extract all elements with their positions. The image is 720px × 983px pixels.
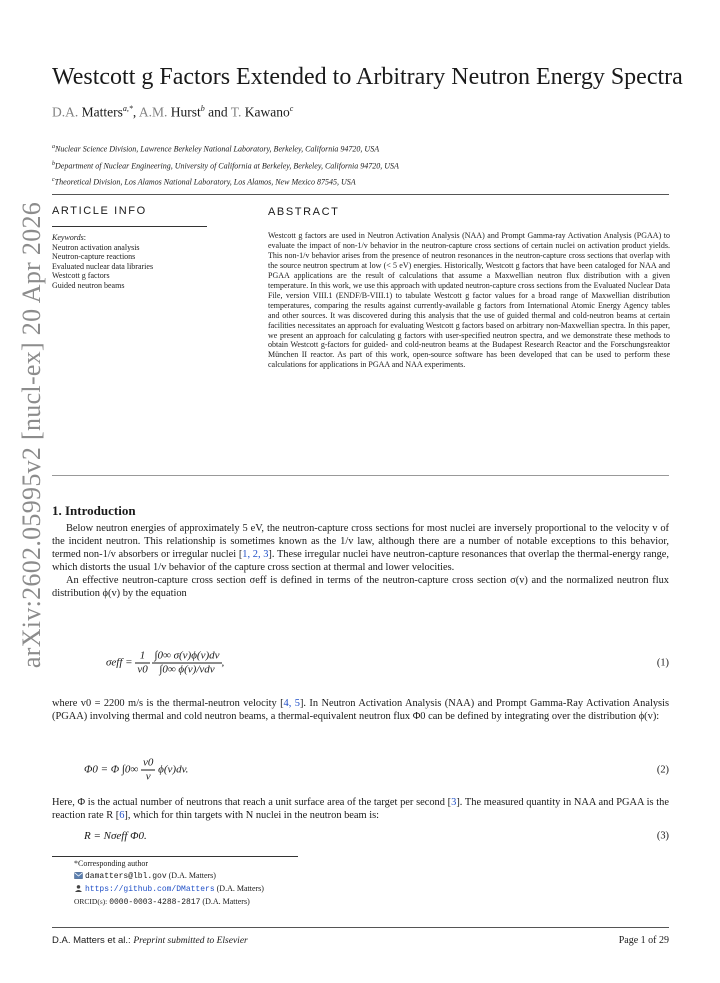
- intro-paragraph-4: Here, Φ is the actual number of neutrons that reach a unit surface area of the target per second [3]. The measured quantity in NAA and PGAA is the reaction rate R [6], which for thin targets with N nuclei in the neutron beam is:: [52, 797, 669, 821]
- author-3-initials: T.: [230, 104, 242, 120]
- affiliation-b: $^b$Department of Nuclear Engineering, University of California at Berkeley, Berkeley, California 94720, USA: [52, 160, 399, 171]
- keyword-item: Guided neutron beams: [52, 280, 125, 290]
- citation-link[interactable]: 3: [451, 797, 457, 808]
- header-divider: [52, 194, 669, 195]
- equation-1: σeff = $\frac{1}{v0}$ $\frac{\int 0\infty \sigma(v)\phi(v)dv}{\text{∫0∞ ϕ(v)/vdv}}$ , (1): [106, 649, 669, 676]
- equation-2-number: (2): [656, 764, 669, 776]
- arxiv-side-stamp: arXiv:2602.05995v2 [nucl-ex] 20 Apr 2026: [17, 201, 46, 669]
- user-icon: [74, 885, 83, 892]
- intro-paragraph-1: Below neutron energies of approximately 5 eV, the neutron-capture cross sections for most nuclei are inversely proportional to the velocity v of the incident neutron. This relationship is sometimes known as the 1/v law, although there are a number of notable exceptions to this behavior, termed non-1/v absorbers or irregular nuclei [1, 2, 3]. These irregular nuclei have neutron-capture resonances that overlap the thermal-energy range, which distorts the usual 1/v behavior of the capture cross section at thermal and lower velocities.: [52, 523, 669, 573]
- intro-paragraph-4-block: [52, 796, 669, 822]
- footer-left: D.A. Matters et al.: Preprint submitted to Elsevier: [52, 935, 248, 946]
- abstract-text: Westcott g factors are used in Neutron Activation Analysis (NAA) and Prompt Gamma-ray Activation Analysis (PGAA) to evaluate the impact of non-1/v behavior in the neutron-capture cross sections of certain nuclei on activation product yields. This non-1/v behavior arises from the presence of neutron resonances in the neutron-capture cross sections that overlap with the source neutron spectrum at low (< 5 eV) energies. Historically, Westcott g factors that have been cataloged for NAA and PGAA applications are the result of calculations that assume a Maxwellian neutron flux distribution with a given temperature. In this work, we use this approach with updated neutron-capture cross sections from the Evaluated Nuclear Data File, version VIII.1 (ENDF/B-VIII.1) to tabulate Westcott g factor values for a broad range of Maxwellian distribution temperatures, comparing the results against currently-available g factors from International Atomic Energy Agency tables and other sources. It was discovered during this analysis that the use of guided thermal and cold-neutron beams at certain facilities necessitates an approach for evaluating Westcott g factors based on arbitrary non-Maxwellian spectra. In this paper, we present an approach for calculating g factors with user-specified neutron spectra, and we demonstrate these methods to obtain Westcott g-factors for guided- and cold-neutron beams at the Budapest Research Reactor and the Forschungsreaktor München II reactor. As part of this work, open-source software has been developed that can be used to perform these calculations for applications in PGAA and NAA experiments.: [268, 231, 670, 370]
- page-number: Page 1 of 29: [618, 935, 669, 946]
- url-line: https://github.com/DMatters (D.A. Matters): [74, 883, 264, 896]
- author-2-marks[interactable]: b: [200, 104, 205, 113]
- citation-link[interactable]: 1, 2, 3: [242, 549, 269, 560]
- keywords-block: Keywords: Neutron activation analysis Neutron-capture reactions Evaluated nuclear data libraries Westcott g factors Guided neutron beams: [52, 233, 212, 291]
- intro-paragraph-2: An effective neutron-capture cross section σeff is defined in terms of the neutron-capture cross section σ(v) and the normalized neutron flux distribution ϕ(v) by the equation: [52, 575, 669, 599]
- author-2-surname: Hurst: [170, 104, 201, 120]
- affiliation-c: $^c$Theoretical Division, Los Alamos National Laboratory, Los Alamos, New Mexico 87545, USA: [52, 177, 356, 187]
- intro-paragraph-3-block: [52, 697, 669, 723]
- intro-paragraphs: [52, 522, 669, 600]
- paper-title: Westcott g Factors Extended to Arbitrary Neutron Energy Spectra: [52, 64, 683, 90]
- footer-divider: [52, 927, 669, 928]
- orcid-id[interactable]: 0000-0003-4288-2817: [109, 898, 201, 907]
- keywords-label: Keywords: [52, 233, 84, 242]
- email-link[interactable]: damatters@lbl.gov: [85, 872, 167, 881]
- envelope-icon: [74, 872, 83, 879]
- author-1-surname: Matters: [81, 104, 123, 120]
- keyword-item: Neutron-capture reactions: [52, 252, 136, 262]
- article-info-rule: [52, 226, 207, 227]
- keyword-item: Evaluated nuclear data libraries: [52, 261, 154, 271]
- affiliation-a: $^a$Nuclear Science Division, Lawrence Berkeley National Laboratory, Berkeley, California 94720, USA: [52, 144, 380, 154]
- github-link[interactable]: https://github.com/DMatters: [85, 885, 215, 894]
- equation-1-number: (1): [656, 657, 669, 669]
- author-list: D.A. Matters$^{a,*}$, A.M. Hurst$^b$ and T. Kawano$^c$: [52, 104, 294, 120]
- intro-paragraph-3: where v0 = 2200 m/s is the thermal-neutron velocity [4, 5]. In Neutron Activation Analysis (NAA) and Prompt Gamma-Ray Activation Analysis (PGAA) involving thermal and cold neutron beams, a thermal-equivalent neutron flux Φ0 can be defined by integrating over the distribution ϕ(v):: [52, 698, 669, 722]
- citation-link[interactable]: 6: [119, 810, 125, 821]
- author-1-marks[interactable]: a,*: [122, 104, 133, 113]
- keyword-item: Neutron activation analysis: [52, 242, 140, 252]
- author-3-surname: Kawano: [244, 104, 290, 120]
- keyword-item: Westcott g factors: [52, 271, 110, 281]
- orcid-line: ORCID(s): 0000-0003-4288-2817 (D.A. Matters): [74, 897, 250, 907]
- author-2-initials: A.M.: [138, 104, 168, 120]
- abstract-divider: [52, 475, 669, 476]
- article-info-heading: ARTICLE INFO: [52, 205, 147, 217]
- abstract-heading: ABSTRACT: [268, 206, 340, 218]
- author-1-initials: D.A.: [52, 104, 79, 120]
- footnote-rule: [52, 856, 298, 857]
- email-line: damatters@lbl.gov (D.A. Matters): [74, 870, 264, 883]
- footnote-block: [74, 858, 264, 909]
- equation-3: R = Nσeff Φ0. (3): [84, 830, 669, 842]
- equation-2: Φ0 = Φ ∫0∞ $\frac{v0}{v}$ ϕ(v)dv. (2): [84, 756, 669, 783]
- citation-link[interactable]: 4, 5: [283, 698, 300, 709]
- equation-3-number: (3): [656, 830, 669, 842]
- affiliations: [52, 140, 399, 190]
- section-heading-introduction: 1. Introduction: [52, 503, 136, 518]
- author-3-marks[interactable]: c: [289, 104, 294, 113]
- corresponding-author-note: *Corresponding author: [74, 859, 148, 868]
